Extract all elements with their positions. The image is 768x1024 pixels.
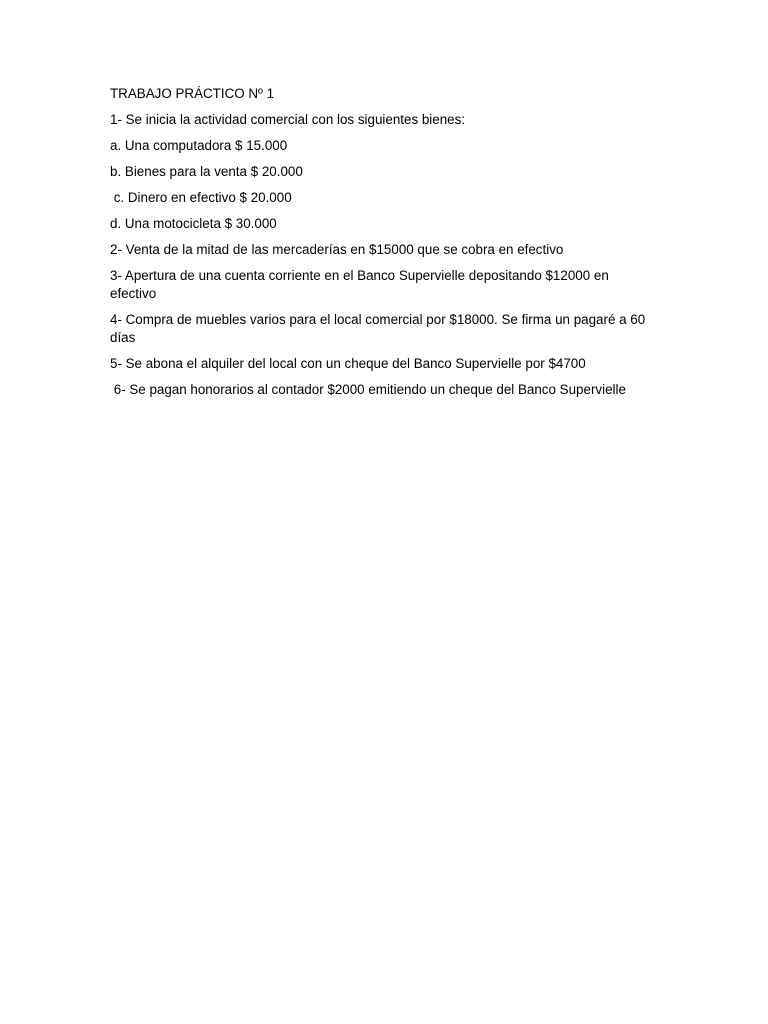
list-item-a: a. Una computadora $ 15.000 bbox=[110, 138, 288, 153]
paragraph-5: 5- Se abona el alquiler del local con un cheque del Banco Supervielle por $4700 bbox=[110, 356, 586, 371]
paragraph-2: 2- Venta de la mitad de las mercaderías en $15000 que se cobra en efectivo bbox=[110, 242, 564, 257]
paragraph-4: 4- Compra de muebles varios para el local comercial por $18000. Se firma un pagaré a 60 días bbox=[110, 312, 649, 345]
document-title: TRABAJO PRÁCTICO Nº 1 bbox=[110, 86, 275, 101]
document-body bbox=[110, 85, 655, 407]
paragraph-6: 6- Se pagan honorarios al contador $2000 emitiendo un cheque del Banco Supervielle bbox=[110, 382, 626, 397]
list-item-c: c. Dinero en efectivo $ 20.000 bbox=[110, 190, 292, 205]
list-item-b: b. Bienes para la venta $ 20.000 bbox=[110, 164, 303, 179]
paragraph-3: 3- Apertura de una cuenta corriente en el Banco Supervielle depositando $12000 en efectivo bbox=[110, 268, 613, 301]
list-item-d: d. Una motocicleta $ 30.000 bbox=[110, 216, 277, 231]
paragraph-1: 1- Se inicia la actividad comercial con los siguientes bienes: bbox=[110, 112, 466, 127]
